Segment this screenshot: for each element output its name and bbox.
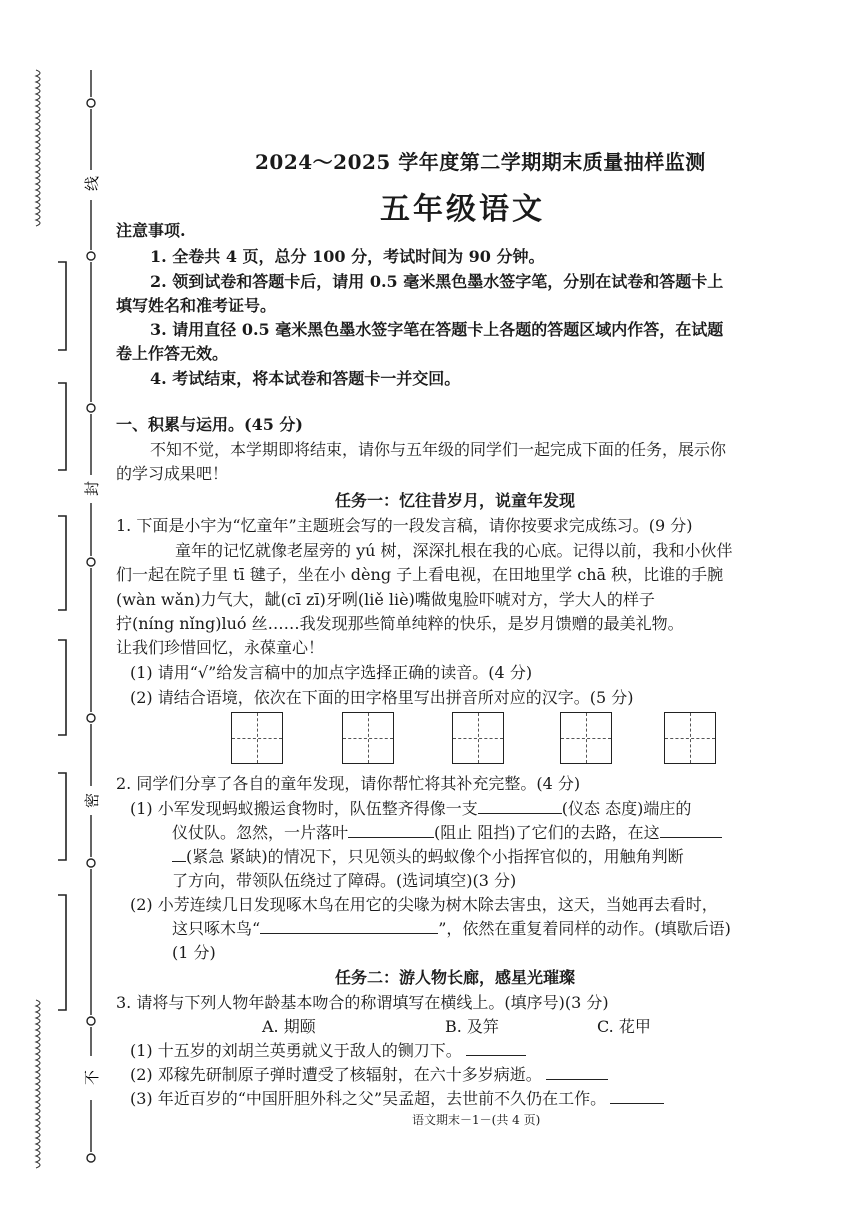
passage-line-3: (wàn wǎn)力气大，龇(cī zī)牙咧(liě liè)嘴做鬼脸吓唬对方，学大人的样子 xyxy=(116,590,655,609)
binding-loops-top xyxy=(36,70,40,226)
page-footer: 语文期末－1－(共 4 页) xyxy=(412,1113,541,1127)
q2-p1-options-c: (紧急 紧缺)的情况下，只见领头的蚂蚁像个小指挥官似的，用触角判断 xyxy=(186,847,684,866)
blank-7[interactable] xyxy=(610,1087,664,1104)
blank-3[interactable] xyxy=(660,821,722,838)
q2-p1-text-b: 仪仗队。忽然，一片落叶 xyxy=(172,823,349,842)
notice-item-1: 1. 全卷共 4 页，总分 100 分，考试时间为 90 分钟。 xyxy=(150,247,545,266)
question-1-part-1: (1) 请用“√”给发言稿中的加点字选择正确的读音。(4 分) xyxy=(130,663,533,682)
q3-item-3-text: (3) 年近百岁的“中国肝胆外科之父”吴孟超，去世前不久仍在工作。 xyxy=(130,1089,607,1108)
q3-item-1-text: (1) 十五岁的刘胡兰英勇就义于敌人的铡刀下。 xyxy=(130,1041,462,1060)
question-1-stem: 1. 下面是小宇为“忆童年”主题班会写的一段发言稿，请你按要求完成练习。(9 分) xyxy=(116,516,693,535)
question-2-part-1-line-4: 了方向，带领队伍绕过了障碍。(选词填空)(3 分) xyxy=(172,871,517,890)
exam-title: 2024～2025 学年度第二学期期末质量抽样监测 xyxy=(255,150,706,174)
q2-p2-text-post: ”，依然在重复着同样的动作。(填歇后语) xyxy=(438,919,731,938)
passage-line-5: 让我们珍惜回忆，永葆童心！ xyxy=(116,638,325,657)
q2-p1-options-b: (阻止 阻挡)了它们的去路，在这 xyxy=(434,823,660,842)
tianzige-box-3[interactable] xyxy=(452,712,504,764)
binding-margin xyxy=(0,0,110,1215)
binding-brackets xyxy=(58,262,66,1010)
section-1-intro-2: 的学习成果吧！ xyxy=(116,464,229,483)
passage-line-4: 拧(níng nǐng)luó 丝……我发现那些简单纯粹的快乐，是岁月馈赠的最美礼物。 xyxy=(116,614,684,633)
question-3-item-2 xyxy=(130,1063,608,1087)
question-3-item-3 xyxy=(130,1087,664,1111)
question-2-part-1-line-1 xyxy=(130,797,691,821)
question-2-part-2-line-3: (1 分) xyxy=(172,943,216,962)
subject-title: 五年级语文 xyxy=(380,192,545,227)
passage-line-1: 童年的记忆就像老屋旁的 yú 树，深深扎根在我的心底。记得以前，我和小伙伴 xyxy=(175,541,733,560)
passage-line-2: 们一起在院子里 tī 毽子，坐在小 dèng 子上看电视，在田地里学 chā 秧，比谁的手腕 xyxy=(116,565,724,584)
question-2-part-1-line-3 xyxy=(172,845,684,869)
option-c: C. 花甲 xyxy=(597,1017,651,1036)
tianzige-box-5[interactable] xyxy=(664,712,716,764)
notice-item-3: 3. 请用直径 0.5 毫米黑色墨水签字笔在答题卡上各题的答题区域内作答，在试题 xyxy=(150,320,724,339)
q2-p2-text-pre: 这只啄木鸟“ xyxy=(172,919,261,938)
notice-heading: 注意事项. xyxy=(116,221,186,240)
q3-item-2-text: (2) 邓稼先研制原子弹时遭受了核辐射，在六十多岁病逝。 xyxy=(130,1065,542,1084)
question-3-stem: 3. 请将与下列人物年龄基本吻合的称谓填写在横线上。(填序号)(3 分) xyxy=(116,993,609,1012)
tianzige-box-1[interactable] xyxy=(231,712,283,764)
blank-3-cont[interactable] xyxy=(172,845,186,862)
binding-char-feng: 封 xyxy=(83,480,101,496)
binding-char-xian: 线 xyxy=(83,175,101,191)
question-2-stem: 2. 同学们分享了各自的童年发现，请你帮忙将其补充完整。(4 分) xyxy=(116,774,581,793)
binding-char-mi: 密 xyxy=(83,792,101,808)
binding-loops-bottom xyxy=(36,1000,40,1168)
tianzige-box-4[interactable] xyxy=(560,712,612,764)
blank-6[interactable] xyxy=(546,1063,608,1080)
question-3-item-1 xyxy=(130,1039,526,1063)
tianzige-box-2[interactable] xyxy=(342,712,394,764)
section-1-intro-1: 不知不觉，本学期即将结束，请你与五年级的同学们一起完成下面的任务，展示你 xyxy=(150,440,727,459)
blank-2[interactable] xyxy=(348,821,434,838)
notice-item-2: 2. 领到试卷和答题卡后，请用 0.5 毫米黑色墨水签字笔，分别在试卷和答题卡上 xyxy=(150,272,724,291)
question-2-part-2-line-1: (2) 小芳连续几日发现啄木鸟在用它的尖喙为树木除去害虫，这天，当她再去看时， xyxy=(130,895,718,914)
notice-item-4: 4. 考试结束，将本试卷和答题卡一并交回。 xyxy=(150,369,461,388)
section-1-heading: 一、积累与运用。(45 分) xyxy=(116,415,303,434)
task-1-title: 任务一：忆往昔岁月，说童年发现 xyxy=(335,491,576,510)
notice-item-2-cont: 填写姓名和准考证号。 xyxy=(116,296,277,315)
q2-p1-options-a: (仪态 态度)端庄的 xyxy=(561,799,692,818)
option-a: A. 期颐 xyxy=(262,1017,316,1036)
blank-5[interactable] xyxy=(466,1039,526,1056)
task-2-title: 任务二：游人物长廊，感星光璀璨 xyxy=(335,968,576,987)
blank-4[interactable] xyxy=(260,917,438,934)
question-2-part-1-line-2 xyxy=(172,821,722,845)
option-b: B. 及笄 xyxy=(445,1017,499,1036)
notice-item-3-cont: 卷上作答无效。 xyxy=(116,344,229,363)
question-1-part-2: (2) 请结合语境，依次在下面的田字格里写出拼音所对应的汉字。(5 分) xyxy=(130,688,634,707)
blank-1[interactable] xyxy=(478,797,562,814)
binding-char-bu: 不 xyxy=(83,1069,101,1085)
q2-p1-text-a: (1) 小军发现蚂蚁搬运食物时，队伍整齐得像一支 xyxy=(130,799,478,818)
question-2-part-2-line-2 xyxy=(172,917,731,941)
